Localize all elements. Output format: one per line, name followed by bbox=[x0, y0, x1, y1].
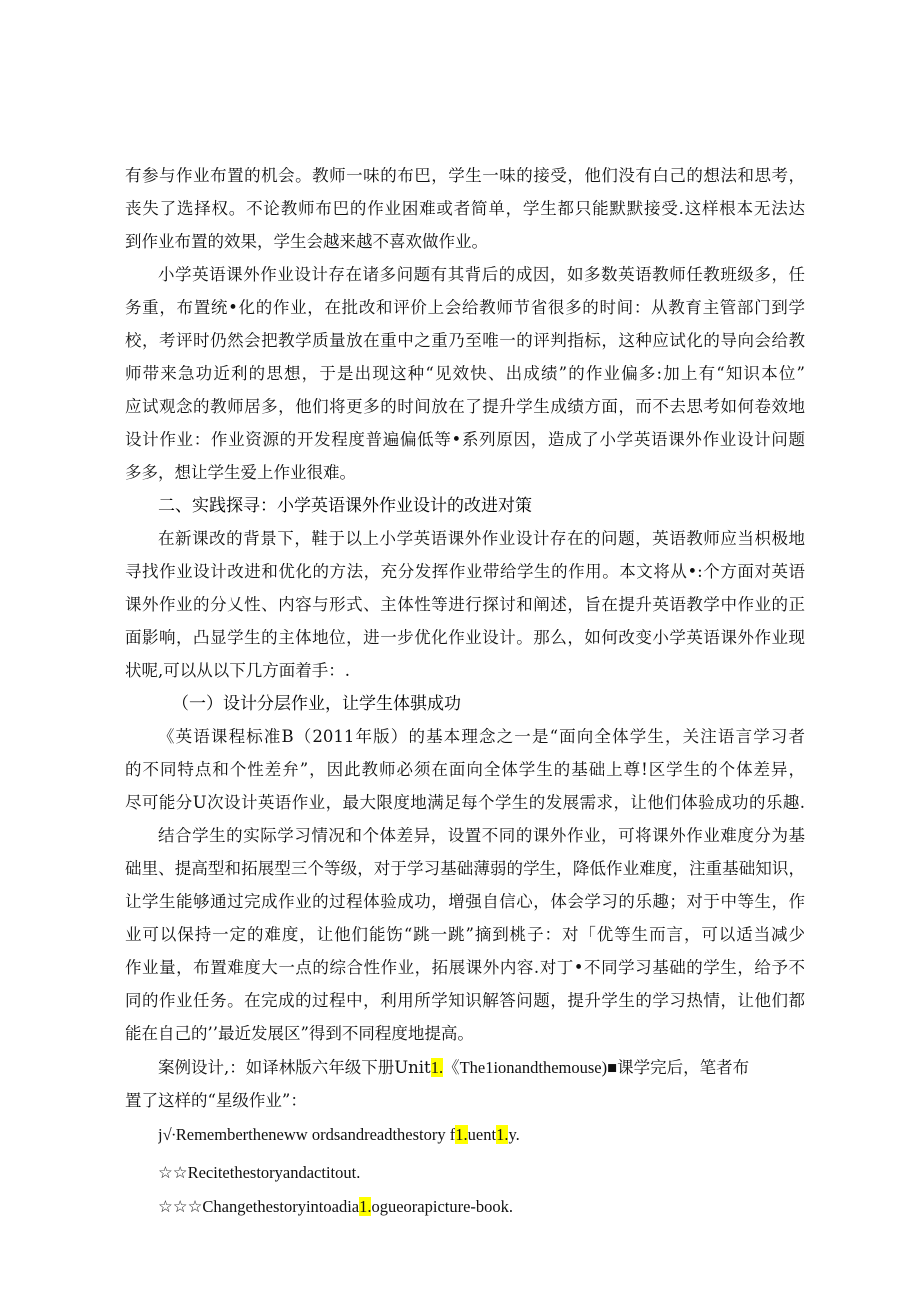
star-task-1 bbox=[158, 1124, 805, 1146]
paragraph-causes-line: 务重，布置统•化的作业，在批改和评价上会给教师节省很多的时间：从教育主管部门到学 bbox=[125, 298, 805, 317]
paragraph-intro-line: 有参与作业布置的机会。教师一味的布巴，学生一味的接受，他们没有白己的想法和思考， bbox=[125, 166, 805, 185]
highlighted-text: 1. bbox=[430, 1058, 444, 1077]
paragraph-causes-line: 多多，想让学生爱上作业很难。 bbox=[125, 463, 356, 482]
paragraph-levels-line: 作业量，布置难度大一点的综合性作业，拓展课外内容.对丁•不同学习基础的学生，给予不 bbox=[125, 958, 805, 977]
case-design-text: 案例设计,：如译林版六年级下册Unit bbox=[158, 1058, 431, 1077]
paragraph-levels-line: 础里、提高型和拓展型三个等级，对于学习基础薄弱的学生，降低作业难度，注重基础知识， bbox=[125, 859, 805, 878]
star-task-2 bbox=[158, 1162, 805, 1184]
star-rating-icon: ☆☆☆ bbox=[158, 1197, 203, 1216]
paragraph-causes-line: 设计作业：作业资源的开发程度普遍偏低等•系列原因，造成了小学英语课外作业设计问题 bbox=[125, 430, 805, 449]
paragraph-causes-line: 师带来急功近利的思想，于是出现这种“见效快、出成绩”的作业偏多:加上有“知识本位” bbox=[125, 364, 805, 383]
subsection-heading: （一）设计分层作业，让学生体骐成功 bbox=[172, 694, 461, 714]
paragraph-standard-line: 尽可能分U次设计英语作业，最大限度地满足每个学生的发展需求，让他们体验成功的乐趣. bbox=[125, 793, 805, 812]
section-heading: 二、实践探寻：小学英语课外作业设计的改进对策 bbox=[158, 496, 532, 516]
star-task-3 bbox=[158, 1196, 805, 1218]
paragraph-reform-line: 面影响，凸显学生的主体地位，进一步优化作业设计。那么，如何改变小学英语课外作业现 bbox=[125, 628, 805, 647]
case-design-line bbox=[158, 1057, 805, 1079]
highlighted-text: 1. bbox=[496, 1125, 509, 1144]
paragraph-reform-line: 状呢,可以从以下几方面着手：. bbox=[125, 661, 350, 680]
paragraph-intro-line: 到作业布置的效果，学生会越来越不喜欢做作业。 bbox=[125, 232, 488, 251]
star-rating-icon: ☆☆ bbox=[158, 1163, 188, 1182]
case-design-text: 《The1ionandthemouse)■课学完后，笔者布 bbox=[443, 1058, 750, 1077]
task-text: y. bbox=[508, 1125, 520, 1144]
paragraph-reform-line: 在新课改的背景下，鞋于以上小学英语课外作业设计存在的问题，英语教师应当枳极地 bbox=[158, 529, 805, 548]
paragraph-causes-line: 应试观念的教师居多，他们将更多的时间放在了提升学生成绩方面，而不去思考如何卷效地 bbox=[125, 397, 805, 416]
task-text: Remembertheneww ordsandreadthestory f bbox=[175, 1125, 456, 1144]
paragraph-levels-line: 让学生能够通过完成作业的过程体验成功，增强自信心，体会学习的乐趣；对于中等生，作 bbox=[125, 892, 805, 911]
paragraph-levels-line: 结合学生的实际学习情况和个体差异，设置不同的课外作业，可将课外作业难度分为基 bbox=[158, 826, 805, 845]
task-text: Recitethestoryandactitout. bbox=[187, 1163, 361, 1182]
paragraph-standard-line: 《英语课程标准B（2011年版）的基本理念之一是“面向全体学生，关注语言学习者 bbox=[158, 727, 805, 746]
paragraph-reform-line: 课外作业的分乂性、内容与形式、主体性等进行探讨和阐述，旨在提升英语教学中作业的正 bbox=[125, 595, 805, 614]
highlighted-text: 1. bbox=[455, 1125, 468, 1144]
task-text: uent bbox=[467, 1125, 497, 1144]
paragraph-standard-line: 的不同特点和个性差弁”，因此教师必须在面向全体学生的基础上尊!区学生的个体差异， bbox=[125, 760, 805, 779]
task-text: ogueorapicture-book. bbox=[371, 1197, 514, 1216]
paragraph-causes-line: 小学英语课外作业设计存在诸多问题有其背后的成因，如多数英语教师任教班级多，任 bbox=[158, 265, 805, 284]
paragraph-levels-line: 业可以保持一定的难度，让他们能饬“跳一跳”摘到桃子：对「优等生而言，可以适当减少 bbox=[125, 925, 805, 944]
task-text: Changethestoryintoadia bbox=[202, 1197, 360, 1216]
highlighted-text: 1. bbox=[359, 1197, 372, 1216]
paragraph-levels-line: 能在自己的’’最近发展区”得到不同程度地提高。 bbox=[125, 1024, 474, 1043]
paragraph-intro-line: 丧失了选择权。不论教师布巴的作业困难或者简单，学生都只能默默接受.这样根本无法达 bbox=[125, 199, 805, 218]
case-design-line: 置了这样的“星级作业”： bbox=[125, 1091, 307, 1110]
paragraph-causes-line: 校，考评时仍然会把教学质量放在重中之重乃至唯一的评判指标，这种应试化的导向会给教 bbox=[125, 331, 805, 350]
paragraph-reform-line: 寻找作业设计改进和优化的方法，充分发挥作业带给学生的作用。本文将从•:个方面对英语 bbox=[125, 562, 805, 581]
paragraph-levels-line: 同的作业任务。在完成的过程中，利用所学知识解答问题，提升学生的学习热情，让他们都 bbox=[125, 991, 805, 1010]
star-rating-icon: j√∙ bbox=[158, 1125, 176, 1144]
